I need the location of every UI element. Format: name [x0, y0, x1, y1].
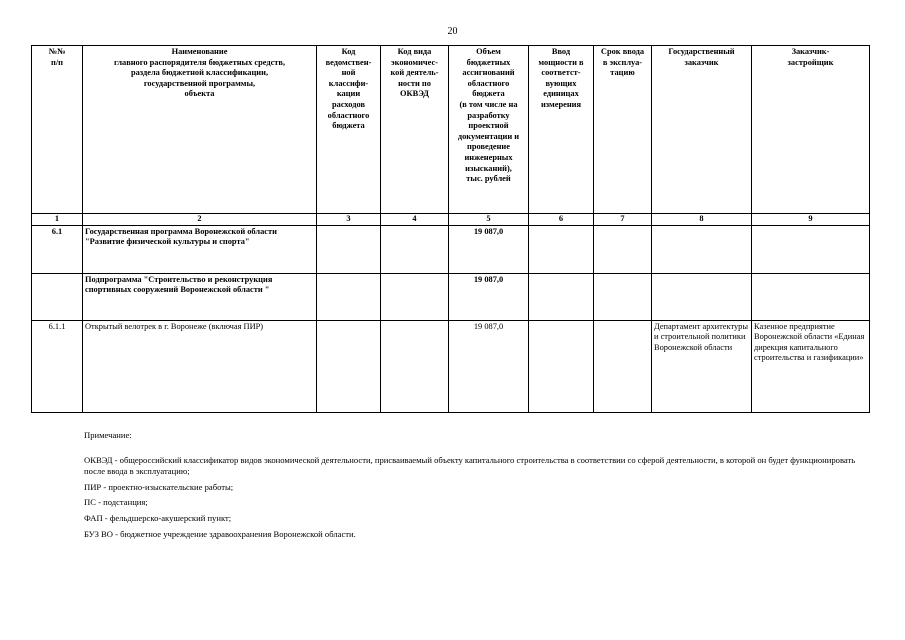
row-okved-code [381, 273, 449, 320]
row-amount: 19 087,0 [449, 273, 529, 320]
row-state-customer [652, 273, 752, 320]
header-text: Государственный заказчик [668, 47, 735, 67]
row-developer [752, 273, 870, 320]
row-okved-code [381, 225, 449, 273]
column-number: 2 [83, 214, 317, 226]
note-line: ОКВЭД - общероссийский классификатор видов экономической деятельности, присваиваемый объекту капитального строительства в соответствии со сферой деятельности, в которой он будет функционировать после ввода в эксплуатацию; [84, 454, 856, 477]
header-text: Заказчик- застройщик [787, 47, 834, 67]
header-cell-state-customer [652, 46, 752, 214]
row-capacity [529, 320, 594, 412]
column-number: 7 [594, 214, 652, 226]
row-commissioning-date [594, 320, 652, 412]
row-amount: 19 087,0 [449, 320, 529, 412]
row-commissioning-date [594, 225, 652, 273]
header-cell-name [83, 46, 317, 214]
row-developer [752, 225, 870, 273]
column-number: 8 [652, 214, 752, 226]
column-number: 4 [381, 214, 449, 226]
row-developer: Казенное предприятие Воронежской области «Единая дирекция капитального строительства и газификации» [752, 320, 870, 412]
header-cell-capacity [529, 46, 594, 214]
row-department-code [317, 273, 381, 320]
header-cell-department-code [317, 46, 381, 214]
row-number: 6.1.1 [32, 320, 83, 412]
column-number: 6 [529, 214, 594, 226]
header-text: №№ п/п [48, 47, 66, 67]
row-capacity [529, 273, 594, 320]
column-number: 9 [752, 214, 870, 226]
page-number: 20 [447, 26, 458, 37]
note-line: ПИР - проектно-изыскательские работы; [84, 481, 234, 492]
header-text: Объем бюджетных ассигнований областного бюджета (в том числе на разработку проектной документации и проведение инженерных изысканий), тыс. рублей [457, 47, 520, 184]
notes-title: Примечание: [84, 430, 132, 440]
note-line: БУЗ ВО - бюджетное учреждение здравоохранения Воронежской области. [84, 528, 356, 539]
header-cell-budget-volume [449, 46, 529, 214]
header-text: Ввод мощности в соответст- вующих единицах измерения [538, 47, 584, 109]
row-department-code [317, 320, 381, 412]
row-commissioning-date [594, 273, 652, 320]
column-number: 5 [449, 214, 529, 226]
row-capacity [529, 225, 594, 273]
row-name: Подпрограмма "Строительство и реконструкция спортивных сооружений Воронежской области " [83, 273, 317, 320]
header-text: Срок ввода в эксплуа- тацию [600, 47, 645, 78]
row-amount: 19 087,0 [449, 225, 529, 273]
table-row [32, 320, 870, 412]
notes-section [84, 430, 864, 544]
header-cell-commissioning-date [594, 46, 652, 214]
column-number: 1 [32, 214, 83, 226]
table-header-row [32, 46, 870, 214]
header-text: Наименование главного распорядителя бюджетных средств, раздела бюджетной классификации, государственной программы, объекта [113, 47, 286, 99]
row-name: Открытый велотрек в г. Воронеже (включая ПИР) [83, 320, 317, 412]
investment-table [31, 45, 870, 413]
header-text: Код ведомствен- ной классифи- кации расходов областного бюджета [325, 47, 372, 131]
header-cell-number [32, 46, 83, 214]
column-number-row [32, 214, 870, 226]
row-state-customer: Департамент архитектуры и строительной политики Воронежской области [652, 320, 752, 412]
table-row [32, 225, 870, 273]
row-number [32, 273, 83, 320]
row-number: 6.1 [32, 225, 83, 273]
column-number: 3 [317, 214, 381, 226]
header-text: Код вида экономичес- кой деятель- ности по ОКВЭД [390, 47, 439, 99]
row-state-customer [652, 225, 752, 273]
table-row [32, 273, 870, 320]
row-name: Государственная программа Воронежской области "Развитие физической культуры и спорта" [83, 225, 317, 273]
note-line: ПС - подстанция; [84, 497, 148, 508]
header-cell-developer [752, 46, 870, 214]
note-line: ФАП - фельдшерско-акушерский пункт; [84, 512, 232, 523]
row-department-code [317, 225, 381, 273]
header-cell-okved-code [381, 46, 449, 214]
row-okved-code [381, 320, 449, 412]
